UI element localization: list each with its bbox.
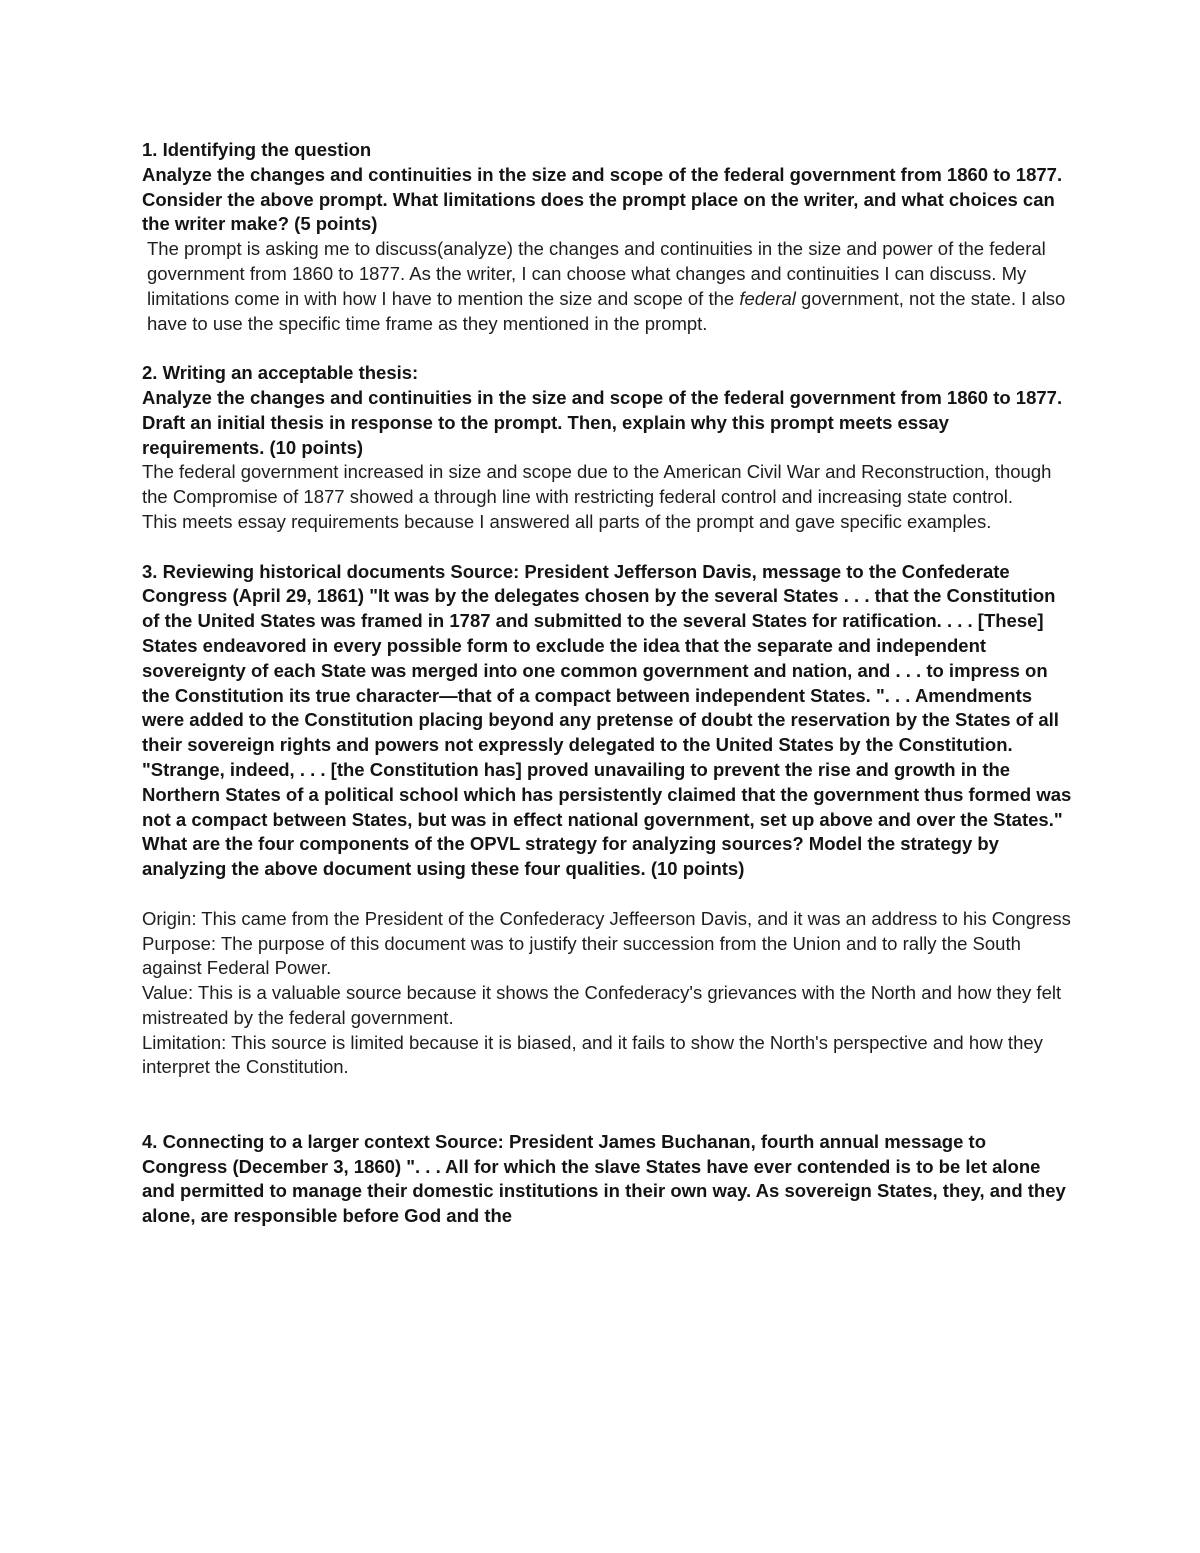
section-2-heading: 2. Writing an acceptable thesis: xyxy=(142,362,419,384)
section-1-answer-text: The prompt is asking me to discuss(analyze) the changes and continuities in the size and power of the federal government from 1860 to 1877. As the writer, I can choose what changes and continuities I can discuss. My limitations come in with how I have to mention the size and scope of the xyxy=(147,238,1046,309)
section-1-answer xyxy=(142,237,1072,336)
section-2-explanation: This meets essay requirements because I answered all parts of the prompt and gave specific examples. xyxy=(142,510,992,532)
section-2-question: Analyze the changes and continuities in the size and scope of the federal government from 1860 to 1877. Draft an initial thesis in response to the prompt. Then, explain why this prompt meets essay requirements. (10 points) xyxy=(142,386,1063,458)
spacer xyxy=(142,1080,1072,1130)
opvl-origin: Origin: This came from the President of the Confederacy Jeffeerson Davis, and it was an address to his Congress xyxy=(142,907,1071,929)
section-1 xyxy=(142,138,1072,336)
spacer xyxy=(142,882,1072,907)
section-2 xyxy=(142,361,1072,535)
section-3-question: 3. Reviewing historical documents Source: President Jefferson Davis, message to the Confederate Congress (April 29, 1861) "It was by the delegates chosen by the several States . . . that the Constitution of the United States was framed in 1787 and submitted to the several States for ratification. . . . [These] States endeavored in every possible form to exclude the idea that the separate and independent sovereignty of each State was merged into one common government and nation, and . . . to impress on the Constitution its true character—that of a compact between independent States. ". . . Amendments were added to the Constitution placing beyond any pretense of doubt the reservation by the States of all their sovereign rights and powers not expressly delegated to the United States by the Constitution. "Strange, indeed, . . . [the Constitution has] proved unavailing to prevent the rise and growth in the Northern States of a political school which has persistently claimed that the government thus formed was not a compact between States, but was in effect national government, set up above and over the States." What are the four components of the OPVL strategy for analyzing sources? Model the strategy by analyzing the above document using these four qualities. (10 points) xyxy=(142,560,1072,880)
section-4 xyxy=(142,1130,1072,1229)
section-4-question: 4. Connecting to a larger context Source: President James Buchanan, fourth annual message to Congress (December 3, 1860) ". . . All for which the slave States have ever contended is to be let alone and permitted to manage their domestic institutions in their own way. As sovereign States, they, and they alone, are responsible before God and the xyxy=(142,1130,1066,1227)
opvl-value: Value: This is a valuable source because it shows the Confederacy's grievances with the North and how they felt mistreated by the federal government. xyxy=(142,982,1062,1028)
section-2-thesis: The federal government increased in size and scope due to the American Civil War and Reconstruction, though the Compromise of 1877 showed a through line with restricting federal control and increasing state control. xyxy=(142,461,1052,508)
spacer xyxy=(142,336,1072,361)
section-1-answer-text-end: government, not the state. I also have to use the specific time frame as they mentioned in the prompt. xyxy=(147,287,1066,334)
section-1-answer-emphasis: federal xyxy=(739,287,796,309)
section-3 xyxy=(142,560,1072,1081)
section-1-heading: 1. Identifying the question xyxy=(142,139,372,160)
spacer xyxy=(142,535,1072,560)
section-1-question: Analyze the changes and continuities in the size and scope of the federal government from 1860 to 1877. Consider the above prompt. What limitations does the prompt place on the writer, and what choices can the writer make? (5 points) xyxy=(142,163,1063,235)
document-page xyxy=(142,138,1072,1229)
opvl-limitation: Limitation: This source is limited because it is biased, and it fails to show the North's perspective and how they interpret the Constitution. xyxy=(142,1031,1043,1078)
opvl-purpose: Purpose: The purpose of this document was to justify their succession from the Union and to rally the South against Federal Power. xyxy=(142,932,1021,979)
